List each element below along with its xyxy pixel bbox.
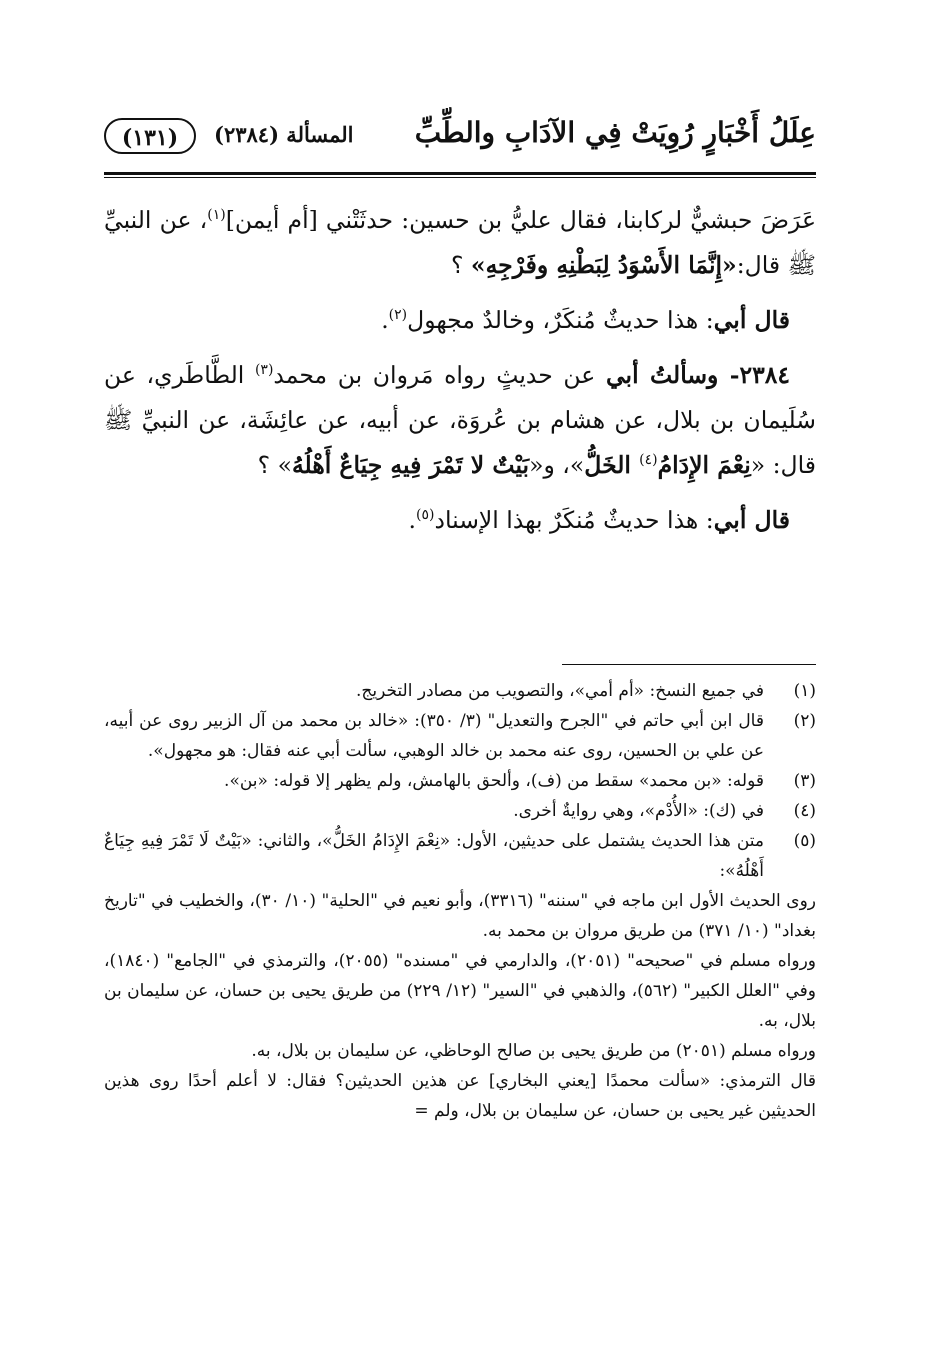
p4-lead: قال أبي [713, 506, 790, 534]
p1-hadith-quote: «إِنَّمَا الأَسْوَدُ لِبَطْنِهِ وفَرْجِهِ» [470, 251, 737, 279]
page-header [104, 112, 816, 164]
p3-quote-a: نِعْمَ الإِدَامُ [657, 451, 751, 479]
footnote-continuation: روى الحديث الأول ابن ماجه في "سننه" (٣٣١٦)، وأبو نعيم في "الحلية" (١٠/ ٣٠)، والخطيب في "تاريخ بغداد" (١٠/ ٣٧١) من طريق مروان بن محمد به. [104, 891, 816, 941]
footnote-number: (٥) [793, 831, 816, 851]
p3-quote-b: بَيْتٌ لا تَمْرَ فِيهِ جِيَاعٌ أَهْلُهُ [291, 451, 530, 479]
p4-text: : هذا حديثٌ مُنكَرٌ بهذا الإسناد [434, 506, 714, 534]
footnote [104, 706, 816, 766]
issue-number: ٢٣٨٤- وسألتُ أبي [605, 361, 790, 389]
footnote-text: في (ك): «الأُدْم»، وهي روايةٌ أخرى. [513, 801, 764, 821]
p1-text-a: عَرَضَ حبشيٌّ لركابنا، فقال عليُّ بن حسين: حدثَتْني [أم أيمن] [225, 206, 816, 234]
header-rule-thin [104, 177, 816, 178]
p3-end: » ؟ [257, 451, 292, 479]
footnote-number: (١) [793, 681, 816, 701]
p2-end: . [381, 306, 389, 334]
footnote-text: في جميع النسخ: «أم أمي»، والتصويب من مصادر التخريج. [355, 681, 764, 701]
p1-end: ؟ [450, 251, 471, 279]
p3-quote-a2: الخَلُّ [584, 451, 640, 479]
p4-end: . [408, 506, 417, 534]
page-number-badge: (١٣١) [104, 118, 196, 154]
p2-lead: قال أبي [713, 306, 790, 334]
footnote-ref-2: (٢) [388, 307, 408, 324]
footnote [104, 796, 816, 826]
footnote-number: (٢) [793, 711, 816, 731]
footnote-text: متن هذا الحديث يشتمل على حديثين، الأول: «نِعْمَ الإِدَامُ الخَلُّ»، والثاني: «بَيْتٌ لَا تَمْرَ فِيهِ جِيَاعٌ أَهْلُهُ»: [104, 831, 764, 881]
paragraph-4 [104, 498, 816, 543]
header-rule [104, 172, 816, 175]
p3-text-c: »، و« [529, 451, 585, 479]
p1-text-b: ، عن النبيِّ ﷺ قال: [104, 206, 816, 279]
footnote-continuation: قال الترمذي: «سألت محمدًا [يعني البخاري] عن هذين الحديثين؟ فقال: لا أعلم أحدًا روى هذين الحديثين غير يحيى بن حسان، عن سليمان بن بلال، ولم = [104, 1071, 816, 1121]
issue-label: المسألة (٢٣٨٤) [214, 122, 354, 147]
footnote-number: (٤) [793, 801, 816, 821]
running-title: عِلَلُ أَخْبَارٍ رُوِيَتْ فِي الآدَابِ والطِّبِّ [414, 116, 816, 149]
footnote-ref-4: (٤) [639, 452, 658, 469]
paragraph-1 [104, 198, 816, 288]
footnote-text: قال ابن أبي حاتم في "الجرح والتعديل" (٣/ ٣٥٠): «خالد بن محمد من آل الزبير روى عن أبيه، عن علي بن الحسين، روى عنه محمد بن خالد الوهبي، سألت أبي عنه فقال: هو مجهول». [104, 711, 764, 761]
footnote-separator [562, 664, 816, 665]
footnote-ref-5: (٥) [416, 507, 435, 524]
footnotes [104, 676, 816, 1126]
footnote-continuation: ورواه مسلم في "صحيحه" (٢٠٥١)، والدارمي في "مسنده" (٢٠٥٥)، والترمذي في "الجامع" (١٨٤٠)، وفي "العلل الكبير" (٥٦٢)، والذهبي في "السير" (١٢/ ٢٢٩) من طريق يحيى بن حسان، عن سليمان بن بلال، به. [104, 951, 816, 1031]
footnote [104, 766, 816, 796]
footnote-ref-3: (٣) [254, 362, 274, 379]
footnote-number: (٣) [793, 771, 816, 791]
p3-text-a: عن حديثٍ رواه مَروان بن محمد [273, 361, 606, 389]
paragraph-2 [104, 298, 816, 343]
footnote [104, 676, 816, 706]
footnote [104, 826, 816, 886]
p2-text: : هذا حديثٌ مُنكَرٌ، وخالدٌ مجهول [407, 306, 714, 334]
main-text [104, 198, 816, 543]
footnote-continuation: ورواه مسلم (٢٠٥١) من طريق يحيى بن صالح الوحاظي، عن سليمان بن بلال، به. [251, 1041, 816, 1061]
footnote-text: قوله: «بن محمد» سقط من (ف)، وألحق بالهامش، ولم يظهر إلا قوله: «بن». [224, 771, 764, 791]
p3-text-b: الطَّاطَري، عن سُلَيمان بن بلال، عن هشام بن عُروَة، عن أبيه، عن عائِشَة، عن النبيِّ ﷺ قال: « [104, 361, 816, 479]
footnote-ref-1: (١) [207, 207, 226, 224]
paragraph-3 [104, 353, 816, 488]
